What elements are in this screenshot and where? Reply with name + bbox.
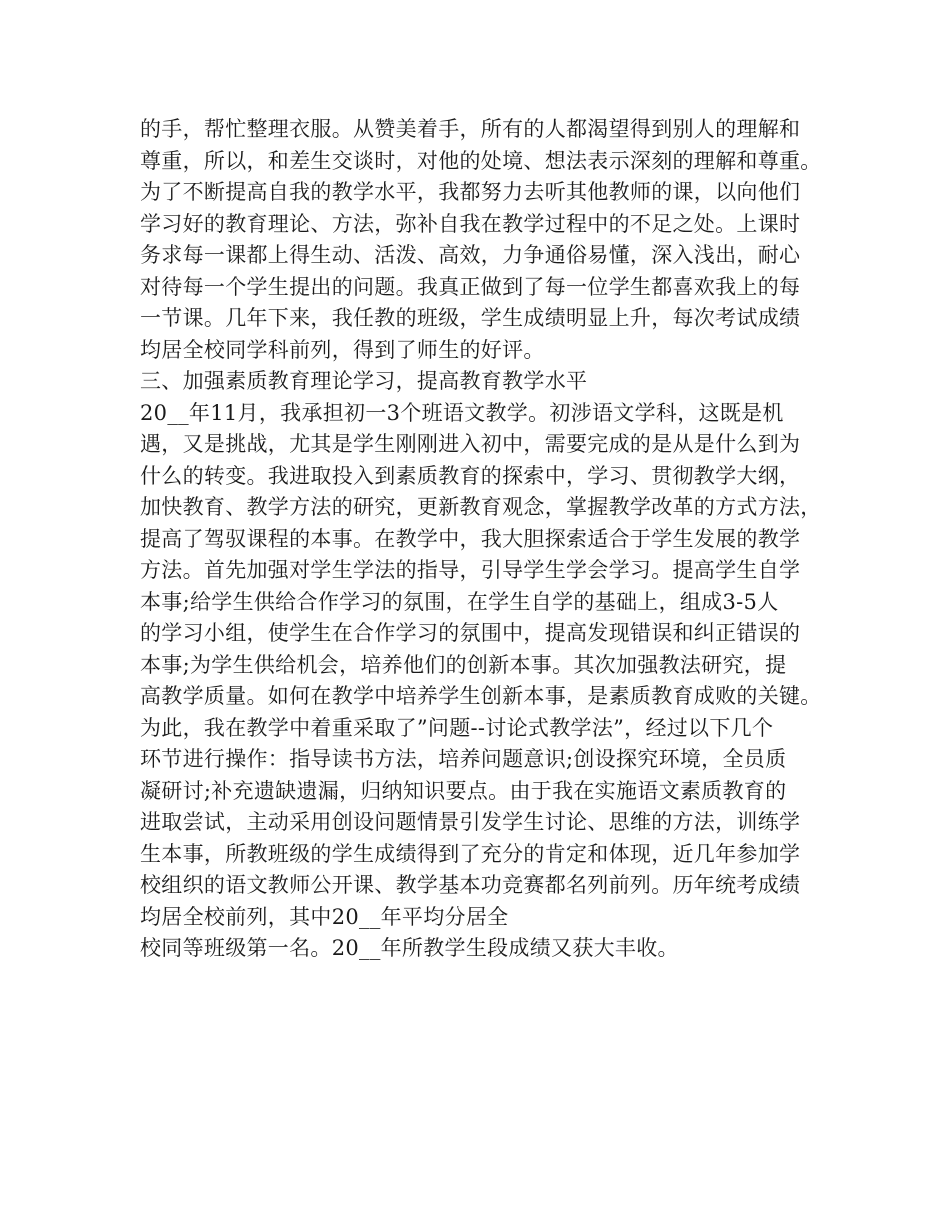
text-line-22: 凝研讨;补充遗缺遗漏，归纳知识要点。由于我在实施语文素质教育的 xyxy=(140,778,787,803)
text-line-17: 的学习小组，使学生在合作学习的氛围中，提高发现错误和纠正错误的 xyxy=(140,621,801,645)
document-body xyxy=(140,114,860,965)
text-line-12: 什么的转变。我进取投入到素质教育的探索中，学习、贯彻教学大纲， xyxy=(140,463,801,488)
text-line-8: 均居全校同学科前列，得到了师生的好评。 xyxy=(140,337,545,362)
text-line-18: 本事;为学生供给机会，培养他们的创新本事。其次加强教法研究，提 xyxy=(140,652,787,677)
text-line-26: 均居全校前列，其中20__年平均分居全 xyxy=(140,904,509,929)
text-line-7: 一节课。几年下来，我任教的班级，学生成绩明显上升，每次考试成绩 xyxy=(140,306,801,330)
text-line-21: 环节进行操作：指导读书方法，培养问题意识;创设探究环境，全员质 xyxy=(140,747,787,771)
text-line-3: 为了不断提高自我的教学水平，我都努力去听其他教师的课，以向他们 xyxy=(140,180,801,204)
text-line-16: 本事;给学生供给合作学习的氛围，在学生自学的基础上，组成3-5人 xyxy=(140,589,779,614)
text-line-27: 校同等班级第一名。20__年所教学生段成绩又获大丰收。 xyxy=(140,936,679,960)
text-line-1: 的手，帮忙整理衣服。从赞美着手，所有的人都渴望得到别人的理解和 xyxy=(140,117,801,141)
text-line-13: 加快教育、教学方法的研究，更新教育观念，掌握教学改革的方式方法， xyxy=(140,495,822,519)
text-line-23: 进取尝试，主动采用创设问题情景引发学生讨论、思维的方法，训练学 xyxy=(140,810,801,834)
text-line-10: 20__年11月，我承担初一3个班语文教学。初涉语文学科，这既是机 xyxy=(140,400,784,425)
text-line-14: 提高了驾驭课程的本事。在教学中，我大胆探索适合于学生发展的教学 xyxy=(140,526,801,551)
text-line-19: 高教学质量。如何在教学中培养学生创新本事，是素质教育成败的关键。 xyxy=(140,684,822,708)
text-line-15: 方法。首先加强对学生学法的指导，引导学生学会学习。提高学生自学 xyxy=(140,558,801,582)
text-line-24: 生本事，所教班级的学生成绩得到了充分的肯定和体现，近几年参加学 xyxy=(140,841,801,866)
text-line-2: 尊重，所以，和差生交谈时，对他的处境、想法表示深刻的理解和尊重。 xyxy=(140,148,822,173)
text-line-25: 校组织的语文教师公开课、教学基本功竞赛都名列前列。历年统考成绩 xyxy=(140,873,801,897)
text-line-5: 务求每一课都上得生动、活泼、高效，力争通俗易懂，深入浅出，耐心 xyxy=(140,243,801,267)
text-line-6: 对待每一个学生提出的问题。我真正做到了每一位学生都喜欢我上的每 xyxy=(140,274,801,299)
section-heading: 三、加强素质教育理论学习，提高教育教学水平 xyxy=(140,369,588,393)
text-line-4: 学习好的教育理论、方法，弥补自我在教学过程中的不足之处。上课时 xyxy=(140,211,801,236)
text-line-11: 遇，又是挑战，尤其是学生刚刚进入初中，需要完成的是从是什么到为 xyxy=(140,432,801,456)
text-line-20: 为此，我在教学中着重采取了”问题--讨论式教学法”，经过以下几个 xyxy=(140,715,774,740)
